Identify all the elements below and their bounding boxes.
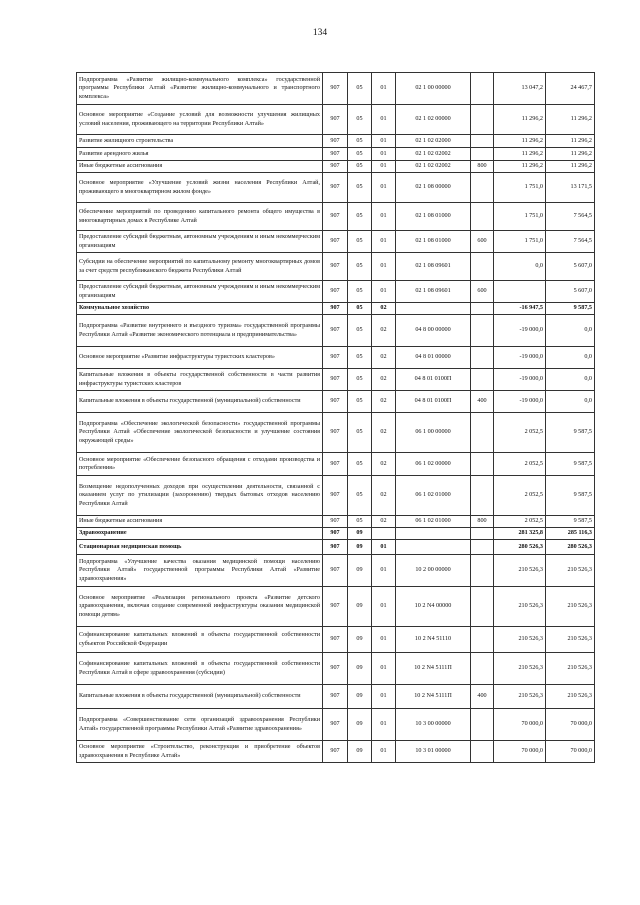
- row-ved: 907: [323, 685, 348, 709]
- row-subsection: 01: [372, 173, 396, 203]
- row-amount-year1: 2 052,5: [494, 453, 546, 476]
- row-target-article: 04 8 01 00000: [396, 347, 471, 369]
- row-amount-year2: 11 296,2: [546, 148, 595, 161]
- row-target-article: 06 1 02 01000: [396, 476, 471, 516]
- row-expense-type: 400: [471, 391, 494, 413]
- row-target-article: 02 1 08 00000: [396, 173, 471, 203]
- table-row: [77, 413, 595, 453]
- row-name: Софинансирование капитальных вложений в объекты государственной собственности Республики Алтай в сфере здравоохранения (субсидии): [77, 653, 323, 685]
- row-amount-year1: -19 000,0: [494, 315, 546, 347]
- row-expense-type: [471, 148, 494, 161]
- row-name: Подпрограмма «Развитие внутреннего и въездного туризма» государственной программы Республики Алтай «Развитие экономического потенциала и предпринимательства»: [77, 315, 323, 347]
- table-row: [77, 391, 595, 413]
- row-amount-year2: 11 296,2: [546, 161, 595, 173]
- row-amount-year2: 9 587,5: [546, 303, 595, 315]
- row-ved: 907: [323, 315, 348, 347]
- row-ved: 907: [323, 413, 348, 453]
- row-subsection: 01: [372, 73, 396, 105]
- table-row: [77, 587, 595, 627]
- row-subsection: 01: [372, 627, 396, 653]
- row-ved: 907: [323, 516, 348, 528]
- table-row: [77, 281, 595, 303]
- table-row: [77, 105, 595, 135]
- row-target-article: 10 2 00 00000: [396, 555, 471, 587]
- row-expense-type: 600: [471, 281, 494, 303]
- row-amount-year1: 11 296,2: [494, 148, 546, 161]
- row-section: 09: [348, 627, 372, 653]
- table-row: [77, 741, 595, 763]
- row-amount-year2: 0,0: [546, 391, 595, 413]
- table-row: [77, 315, 595, 347]
- row-name: Здравоохранение: [77, 528, 323, 540]
- row-ved: 907: [323, 161, 348, 173]
- budget-table: [76, 72, 595, 763]
- row-target-article: 10 3 00 00000: [396, 709, 471, 741]
- row-section: 05: [348, 369, 372, 391]
- row-subsection: 01: [372, 540, 396, 555]
- row-section: 05: [348, 453, 372, 476]
- row-amount-year2: 280 526,3: [546, 540, 595, 555]
- row-amount-year2: 11 296,2: [546, 135, 595, 148]
- row-target-article: 10 3 01 00000: [396, 741, 471, 763]
- row-ved: 907: [323, 709, 348, 741]
- row-expense-type: [471, 347, 494, 369]
- row-name: Основное мероприятие «Реализация регионального проекта «Развитие детского здравоохранения, включая создание современной инфраструктуры оказания медицинской помощи детям»: [77, 587, 323, 627]
- row-expense-type: [471, 540, 494, 555]
- row-amount-year2: 24 467,7: [546, 73, 595, 105]
- row-amount-year2: 5 607,0: [546, 253, 595, 281]
- row-expense-type: [471, 369, 494, 391]
- row-amount-year1: 210 526,3: [494, 587, 546, 627]
- row-subsection: 02: [372, 453, 396, 476]
- row-target-article: 10 2 N4 5111П: [396, 653, 471, 685]
- row-amount-year1: -19 000,0: [494, 369, 546, 391]
- table-row: [77, 453, 595, 476]
- table-row: [77, 555, 595, 587]
- row-subsection: 01: [372, 253, 396, 281]
- row-ved: 907: [323, 369, 348, 391]
- row-subsection: 02: [372, 391, 396, 413]
- table-row: [77, 253, 595, 281]
- row-section: 05: [348, 347, 372, 369]
- row-subsection: [372, 528, 396, 540]
- row-amount-year2: 9 587,5: [546, 516, 595, 528]
- row-amount-year2: 210 526,3: [546, 685, 595, 709]
- row-expense-type: [471, 73, 494, 105]
- row-target-article: 02 1 02 02002: [396, 161, 471, 173]
- row-expense-type: [471, 528, 494, 540]
- row-section: 05: [348, 173, 372, 203]
- row-expense-type: [471, 413, 494, 453]
- row-name: Подпрограмма «Обеспечение экологической безопасности» государственной программы Республики Алтай «Обеспечение экологической безопасности и улучшение состояния окружающей среды»: [77, 413, 323, 453]
- row-target-article: 04 8 00 00000: [396, 315, 471, 347]
- row-ved: 907: [323, 231, 348, 253]
- row-expense-type: 800: [471, 161, 494, 173]
- row-section: 05: [348, 391, 372, 413]
- row-target-article: 06 1 02 00000: [396, 453, 471, 476]
- row-name: Капитальные вложения в объекты государственной (муниципальной) собственности: [77, 391, 323, 413]
- row-ved: 907: [323, 347, 348, 369]
- row-amount-year2: 70 000,0: [546, 741, 595, 763]
- row-subsection: 02: [372, 303, 396, 315]
- row-ved: 907: [323, 528, 348, 540]
- row-name: Иные бюджетные ассигнования: [77, 516, 323, 528]
- row-section: 05: [348, 516, 372, 528]
- row-amount-year1: 281 325,8: [494, 528, 546, 540]
- row-expense-type: [471, 173, 494, 203]
- row-target-article: 02 1 08 01000: [396, 203, 471, 231]
- row-section: 05: [348, 161, 372, 173]
- row-section: 05: [348, 73, 372, 105]
- row-amount-year1: 1 751,0: [494, 173, 546, 203]
- row-amount-year1: 210 526,3: [494, 555, 546, 587]
- row-section: 05: [348, 476, 372, 516]
- row-ved: 907: [323, 73, 348, 105]
- row-name: Стационарная медицинская помощь: [77, 540, 323, 555]
- row-expense-type: [471, 135, 494, 148]
- row-ved: 907: [323, 253, 348, 281]
- row-ved: 907: [323, 203, 348, 231]
- table-row: [77, 476, 595, 516]
- row-section: 05: [348, 303, 372, 315]
- row-amount-year2: 13 171,5: [546, 173, 595, 203]
- row-ved: 907: [323, 587, 348, 627]
- row-amount-year1: -19 000,0: [494, 391, 546, 413]
- row-subsection: 01: [372, 653, 396, 685]
- row-ved: 907: [323, 173, 348, 203]
- row-subsection: 02: [372, 369, 396, 391]
- row-name: Подпрограмма «Развитие жилищно-коммунального комплекса» государственной программы Республики Алтай «Развитие жилищно-коммунального и транспортного комплекса»: [77, 73, 323, 105]
- row-subsection: 01: [372, 281, 396, 303]
- row-amount-year2: 210 526,3: [546, 627, 595, 653]
- row-target-article: 02 1 02 00000: [396, 105, 471, 135]
- row-subsection: 01: [372, 148, 396, 161]
- row-subsection: 01: [372, 555, 396, 587]
- row-subsection: 02: [372, 347, 396, 369]
- row-amount-year1: 280 526,3: [494, 540, 546, 555]
- row-subsection: 01: [372, 587, 396, 627]
- table-row: [77, 516, 595, 528]
- row-ved: 907: [323, 627, 348, 653]
- row-amount-year1: 11 296,2: [494, 161, 546, 173]
- table-row: [77, 148, 595, 161]
- row-name: Капитальные вложения в объекты государственной (муниципальной) собственности: [77, 685, 323, 709]
- row-expense-type: [471, 105, 494, 135]
- row-expense-type: [471, 741, 494, 763]
- row-name: Возмещение недополученных доходов при осуществлении деятельности, связанной с оказанием услуг по утилизации (захоронению) твердых бытовых отходов населению Республики Алтай: [77, 476, 323, 516]
- row-ved: 907: [323, 281, 348, 303]
- row-expense-type: [471, 653, 494, 685]
- row-subsection: 01: [372, 135, 396, 148]
- row-ved: 907: [323, 555, 348, 587]
- row-ved: 907: [323, 135, 348, 148]
- row-expense-type: [471, 709, 494, 741]
- row-amount-year2: 70 000,0: [546, 709, 595, 741]
- row-amount-year2: 210 526,3: [546, 653, 595, 685]
- row-amount-year1: -16 947,5: [494, 303, 546, 315]
- table-row: [77, 231, 595, 253]
- row-amount-year1: 2 052,5: [494, 476, 546, 516]
- row-name: Капитальные вложения в объекты государственной собственности в части развития инфраструктуры туристских кластеров: [77, 369, 323, 391]
- row-section: 05: [348, 105, 372, 135]
- row-amount-year2: 210 526,3: [546, 555, 595, 587]
- table-row: [77, 653, 595, 685]
- row-amount-year2: 9 587,5: [546, 413, 595, 453]
- row-amount-year1: 1 751,0: [494, 231, 546, 253]
- row-target-article: 06 1 00 00000: [396, 413, 471, 453]
- row-name: Софинансирование капитальных вложений в объекты государственной собственности субъектов Российской Федерации: [77, 627, 323, 653]
- row-amount-year2: 11 296,2: [546, 105, 595, 135]
- row-target-article: 02 1 08 09601: [396, 281, 471, 303]
- row-target-article: [396, 303, 471, 315]
- row-subsection: 02: [372, 516, 396, 528]
- row-amount-year2: 7 564,5: [546, 203, 595, 231]
- row-target-article: 02 1 08 09601: [396, 253, 471, 281]
- row-expense-type: [471, 627, 494, 653]
- table-row: [77, 135, 595, 148]
- row-expense-type: [471, 253, 494, 281]
- row-ved: 907: [323, 653, 348, 685]
- table-row: [77, 203, 595, 231]
- row-subsection: 02: [372, 476, 396, 516]
- row-expense-type: [471, 476, 494, 516]
- row-name: Основное мероприятие «Улучшение условий жизни населения Республики Алтай, проживающего в многоквартирном жилом фонде»: [77, 173, 323, 203]
- row-subsection: 01: [372, 105, 396, 135]
- row-section: 05: [348, 148, 372, 161]
- table-row: [77, 709, 595, 741]
- table-row: [77, 161, 595, 173]
- row-name: Иные бюджетные ассигнования: [77, 161, 323, 173]
- row-expense-type: [471, 203, 494, 231]
- row-subsection: 01: [372, 203, 396, 231]
- row-amount-year1: 70 000,0: [494, 709, 546, 741]
- row-section: 05: [348, 413, 372, 453]
- row-subsection: 02: [372, 315, 396, 347]
- row-section: 09: [348, 540, 372, 555]
- row-name: Обеспечение мероприятий по проведению капитального ремонта общего имущества в многоквартирных домах в Республике Алтай: [77, 203, 323, 231]
- row-subsection: 01: [372, 231, 396, 253]
- row-expense-type: 800: [471, 516, 494, 528]
- row-amount-year2: 9 587,5: [546, 476, 595, 516]
- row-amount-year2: 210 526,3: [546, 587, 595, 627]
- row-name: Субсидии на обеспечение мероприятий по капитальному ремонту многоквартирных домов за счет средств республиканского бюджета Республики Алтай: [77, 253, 323, 281]
- table-row: [77, 303, 595, 315]
- row-section: 09: [348, 685, 372, 709]
- row-target-article: 04 8 01 0100П: [396, 369, 471, 391]
- row-ved: 907: [323, 105, 348, 135]
- row-target-article: [396, 528, 471, 540]
- row-amount-year2: 9 587,5: [546, 453, 595, 476]
- row-name: Развитие арендного жилья: [77, 148, 323, 161]
- row-name: Предоставление субсидий бюджетным, автономным учреждениям и иным некоммерческим организациям: [77, 281, 323, 303]
- row-amount-year2: 285 116,3: [546, 528, 595, 540]
- row-expense-type: [471, 555, 494, 587]
- row-amount-year2: 0,0: [546, 347, 595, 369]
- row-amount-year2: 5 607,0: [546, 281, 595, 303]
- row-ved: 907: [323, 741, 348, 763]
- row-target-article: 04 8 01 0100П: [396, 391, 471, 413]
- row-expense-type: 600: [471, 231, 494, 253]
- row-amount-year1: 70 000,0: [494, 741, 546, 763]
- row-amount-year2: 0,0: [546, 315, 595, 347]
- row-target-article: 02 1 02 02002: [396, 148, 471, 161]
- row-subsection: 01: [372, 741, 396, 763]
- table-row: [77, 540, 595, 555]
- row-amount-year1: 210 526,3: [494, 653, 546, 685]
- row-name: Основное мероприятие «Обеспечение безопасного обращения с отходами производства и потребления»: [77, 453, 323, 476]
- row-amount-year1: 2 052,5: [494, 413, 546, 453]
- table-row: [77, 347, 595, 369]
- row-amount-year2: 7 564,5: [546, 231, 595, 253]
- row-section: 09: [348, 741, 372, 763]
- row-amount-year1: 210 526,3: [494, 627, 546, 653]
- row-name: Основное мероприятие «Развитие инфраструктуры туристских кластеров»: [77, 347, 323, 369]
- row-section: 05: [348, 203, 372, 231]
- row-section: 09: [348, 653, 372, 685]
- row-name: Подпрограмма «Улучшение качества оказания медицинской помощи населению Республики Алтай» государственной программы Республики Алтай «Развитие здравоохранения»: [77, 555, 323, 587]
- row-expense-type: [471, 587, 494, 627]
- row-section: 05: [348, 281, 372, 303]
- row-ved: 907: [323, 453, 348, 476]
- table-row: [77, 73, 595, 105]
- row-ved: 907: [323, 476, 348, 516]
- row-target-article: 02 1 00 00000: [396, 73, 471, 105]
- row-amount-year2: 0,0: [546, 369, 595, 391]
- row-ved: 907: [323, 391, 348, 413]
- row-name: Предоставление субсидий бюджетным, автономным учреждениям и иным некоммерческим организациям: [77, 231, 323, 253]
- row-section: 05: [348, 135, 372, 148]
- page-number: 134: [312, 28, 328, 38]
- table-row: [77, 369, 595, 391]
- row-section: 05: [348, 315, 372, 347]
- row-amount-year1: 1 751,0: [494, 203, 546, 231]
- row-section: 09: [348, 587, 372, 627]
- row-amount-year1: 11 296,2: [494, 135, 546, 148]
- row-expense-type: 400: [471, 685, 494, 709]
- row-subsection: 01: [372, 685, 396, 709]
- row-ved: 907: [323, 303, 348, 315]
- table-row: [77, 685, 595, 709]
- row-expense-type: [471, 315, 494, 347]
- row-name: Подпрограмма «Совершенствование сети организаций здравоохранения Республики Алтай» государственной программы Республики Алтай «Развитие здравоохранения»: [77, 709, 323, 741]
- row-section: 05: [348, 253, 372, 281]
- row-ved: 907: [323, 148, 348, 161]
- row-amount-year1: 11 296,2: [494, 105, 546, 135]
- row-section: 09: [348, 709, 372, 741]
- row-subsection: 01: [372, 161, 396, 173]
- row-target-article: 06 1 02 01000: [396, 516, 471, 528]
- row-amount-year1: [494, 281, 546, 303]
- row-target-article: 10 2 N4 5111П: [396, 685, 471, 709]
- row-name: Развитие жилищного строительства: [77, 135, 323, 148]
- row-subsection: 02: [372, 413, 396, 453]
- row-target-article: 02 1 02 02000: [396, 135, 471, 148]
- row-name: Коммунальное хозяйство: [77, 303, 323, 315]
- row-section: 09: [348, 555, 372, 587]
- row-amount-year1: 210 526,3: [494, 685, 546, 709]
- row-amount-year1: 0,0: [494, 253, 546, 281]
- row-amount-year1: 2 052,5: [494, 516, 546, 528]
- table-row: [77, 627, 595, 653]
- row-target-article: 10 2 N4 00000: [396, 587, 471, 627]
- row-target-article: 02 1 08 01000: [396, 231, 471, 253]
- row-subsection: 01: [372, 709, 396, 741]
- row-name: Основное мероприятие «Строительство, реконструкция и приобретение объектов здравоохранения в Республике Алтай»: [77, 741, 323, 763]
- row-section: 09: [348, 528, 372, 540]
- row-amount-year1: -19 000,0: [494, 347, 546, 369]
- row-target-article: [396, 540, 471, 555]
- row-amount-year1: 13 047,2: [494, 73, 546, 105]
- row-target-article: 10 2 N4 51110: [396, 627, 471, 653]
- table-row: [77, 173, 595, 203]
- row-ved: 907: [323, 540, 348, 555]
- table-row: [77, 528, 595, 540]
- row-name: Основное мероприятие «Создание условий для возможности улучшения жилищных условий населения, проживающего на территории Республики Алтай»: [77, 105, 323, 135]
- row-expense-type: [471, 303, 494, 315]
- row-section: 05: [348, 231, 372, 253]
- row-expense-type: [471, 453, 494, 476]
